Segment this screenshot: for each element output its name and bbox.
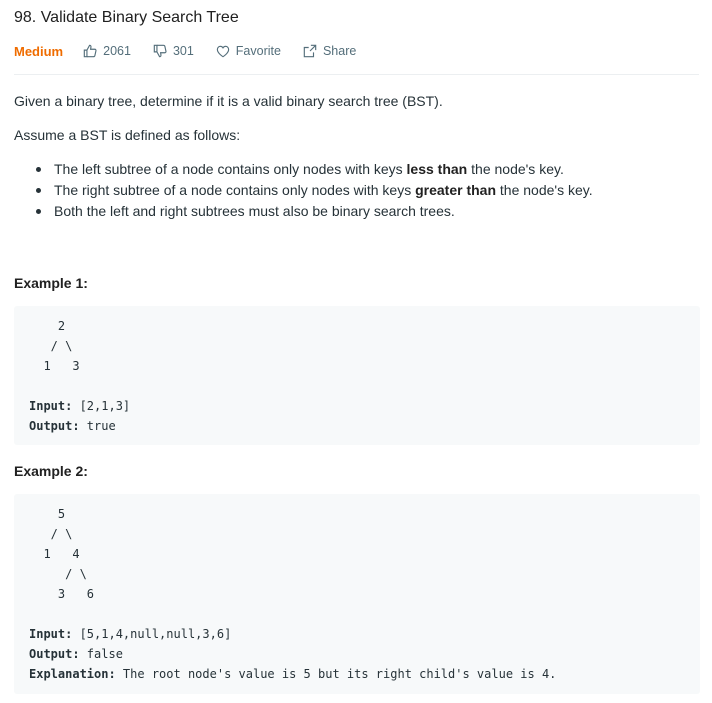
share-button[interactable] [303, 44, 356, 58]
example-2-explanation-value: The root node's value is 5 but its right child's value is 4. [115, 667, 557, 681]
example-1-output-value: true [79, 419, 116, 433]
bst-rules-list [14, 159, 593, 222]
example-2-tree: 5 / \ 1 4 / \ 3 6 [43, 507, 95, 601]
example-2-explanation-label: Explanation: [29, 667, 116, 681]
thumbs-up-icon [83, 44, 97, 58]
example-1-tree: 2 / \ 1 3 [43, 319, 80, 373]
example-2-heading: Example 2: [14, 463, 88, 479]
example-1-pre [29, 316, 685, 436]
example-2-output-label: Output: [29, 647, 80, 661]
difficulty-badge: Medium [14, 43, 64, 59]
thumbs-down-icon [153, 44, 167, 58]
example-2-output-value: false [79, 647, 123, 661]
header-divider [14, 74, 699, 75]
favorite-label: Favorite [235, 44, 281, 58]
share-label: Share [322, 44, 357, 58]
example-1-heading: Example 1: [14, 275, 88, 291]
dislike-button[interactable] [153, 44, 194, 58]
problem-meta-bar [14, 41, 378, 61]
problem-title: 98. Validate Binary Search Tree [14, 9, 239, 26]
example-2-input-value: [5,1,4,null,null,3,6] [72, 627, 232, 641]
dislike-count: 301 [172, 44, 194, 58]
example-2-code-block [14, 494, 700, 694]
list-item: The left subtree of a node contains only nodes with keys less than the node's key. [14, 159, 593, 180]
like-button[interactable] [83, 44, 131, 58]
example-1-code-block [14, 306, 700, 445]
heart-icon [216, 45, 230, 58]
favorite-button[interactable] [216, 44, 281, 58]
example-1-input-value: [2,1,3] [72, 399, 131, 413]
list-item: Both the left and right subtrees must also be binary search trees. [14, 201, 593, 222]
example-1-output-label: Output: [29, 419, 80, 433]
share-icon [303, 44, 317, 58]
problem-assumption: Assume a BST is defined as follows: [14, 127, 241, 143]
example-2-input-label: Input: [29, 627, 73, 641]
like-count: 2061 [103, 44, 131, 58]
example-2-pre [29, 504, 685, 684]
example-1-input-label: Input: [29, 399, 73, 413]
list-item: The right subtree of a node contains only nodes with keys greater than the node's key. [14, 180, 593, 201]
problem-intro: Given a binary tree, determine if it is a valid binary search tree (BST). [14, 93, 443, 109]
